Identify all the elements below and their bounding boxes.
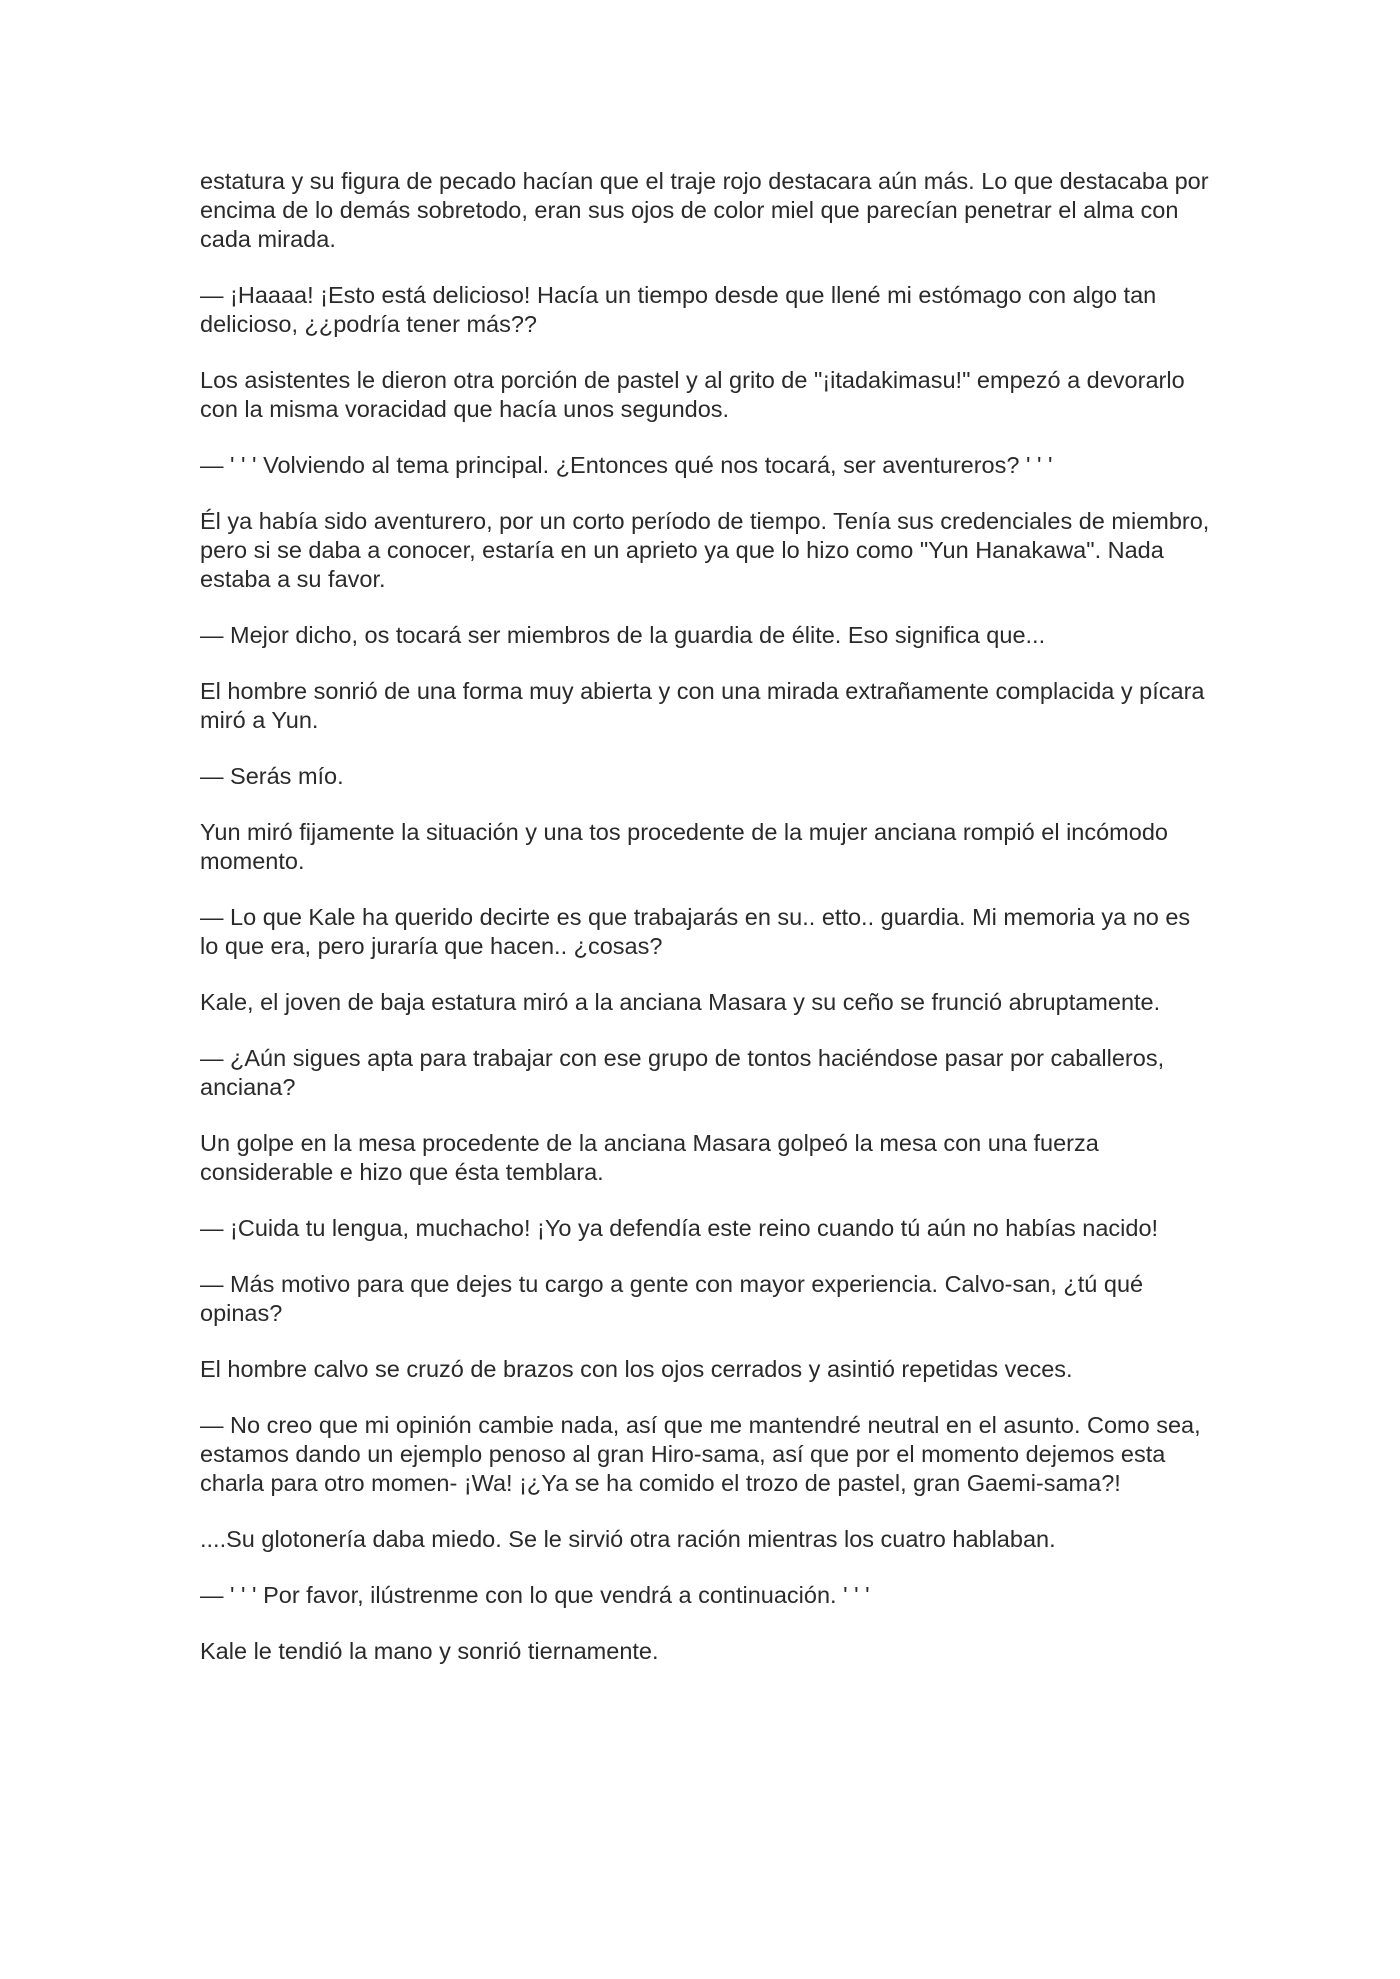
- paragraph: — Mejor dicho, os tocará ser miembros de la guardia de élite. Eso significa que...: [200, 622, 1046, 648]
- paragraph: — ' ' ' Volviendo al tema principal. ¿Entonces qué nos tocará, ser aventureros? ' ' ': [200, 452, 1053, 478]
- paragraph: — Serás mío.: [200, 763, 344, 789]
- paragraph: ....Su glotonería daba miedo. Se le sirvió otra ración mientras los cuatro hablaban.: [200, 1526, 1056, 1552]
- paragraph: — ¡Haaaa! ¡Esto está delicioso! Hacía un tiempo desde que llené mi estómago con algo tan delicioso, ¿¿podría tener más??: [200, 282, 1157, 337]
- paragraph: — No creo que mi opinión cambie nada, así que me mantendré neutral en el asunto. Como sea, estamos dando un ejemplo penoso al gran Hiro-sama, así que por el momento dejemos esta charla para otro momen- ¡Wa! ¡¿Ya se ha comido el trozo de pastel, gran Gaemi-sama?!: [200, 1412, 1201, 1496]
- paragraph: estatura y su figura de pecado hacían que el traje rojo destacara aún más. Lo que destacaba por encima de lo demás sobretodo, eran sus ojos de color miel que parecían penetrar el alma con cada mirada.: [200, 168, 1209, 252]
- paragraph: Un golpe en la mesa procedente de la anciana Masara golpeó la mesa con una fuerza considerable e hizo que ésta temblara.: [200, 1130, 1099, 1185]
- paragraph: Kale, el joven de baja estatura miró a la anciana Masara y su ceño se frunció abruptamente.: [200, 989, 1161, 1015]
- paragraph: Los asistentes le dieron otra porción de pastel y al grito de "¡itadakimasu!" empezó a devorarlo con la misma voracidad que hacía unos segundos.: [200, 367, 1185, 422]
- paragraph: El hombre sonrió de una forma muy abierta y con una mirada extrañamente complacida y pícara miró a Yun.: [200, 678, 1205, 733]
- paragraph: — ¡Cuida tu lengua, muchacho! ¡Yo ya defendía este reino cuando tú aún no habías nacido!: [200, 1215, 1159, 1241]
- body-text: [200, 167, 1210, 1693]
- paragraph: Yun miró fijamente la situación y una tos procedente de la mujer anciana rompió el incómodo momento.: [200, 819, 1168, 874]
- paragraph: — ¿Aún sigues apta para trabajar con ese grupo de tontos haciéndose pasar por caballeros, anciana?: [200, 1045, 1165, 1100]
- paragraph: — Lo que Kale ha querido decirte es que trabajarás en su.. etto.. guardia. Mi memoria ya no es lo que era, pero juraría que hacen.. ¿cosas?: [200, 904, 1191, 959]
- paragraph: — Más motivo para que dejes tu cargo a gente con mayor experiencia. Calvo-san, ¿tú qué opinas?: [200, 1271, 1144, 1326]
- paragraph: Kale le tendió la mano y sonrió tiernamente.: [200, 1638, 659, 1664]
- paragraph: Él ya había sido aventurero, por un corto período de tiempo. Tenía sus credenciales de miembro, pero si se daba a conocer, estaría en un aprieto ya que lo hizo como "Yun Hanakawa". Nada estaba a su favor.: [200, 508, 1210, 592]
- paragraph: El hombre calvo se cruzó de brazos con los ojos cerrados y asintió repetidas veces.: [200, 1356, 1073, 1382]
- paragraph: — ' ' ' Por favor, ilústrenme con lo que vendrá a continuación. ' ' ': [200, 1582, 870, 1608]
